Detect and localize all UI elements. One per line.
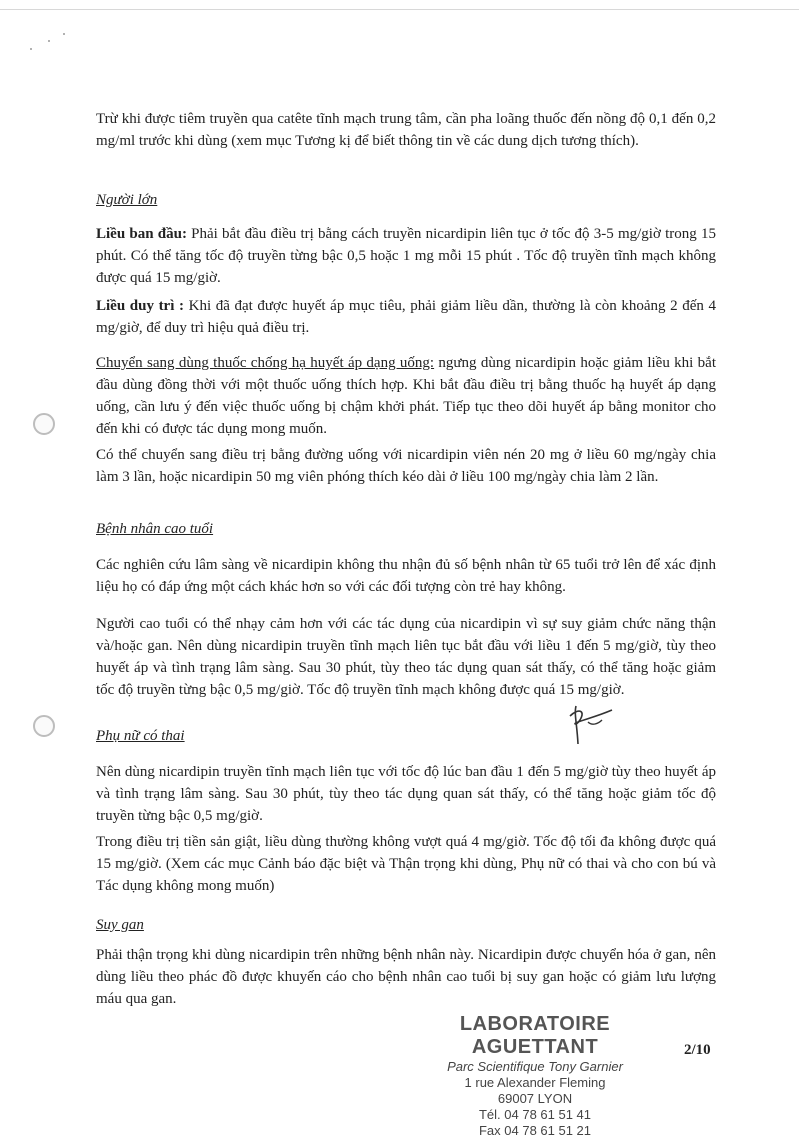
oral-conversion-paragraph: Có thể chuyển sang điều trị bằng đường uống với nicardipin viên nén 20 mg ở liều 60 mg/ngày chia làm 3 lần, hoặc nicardipin 50 mg viên phóng thích kéo dài ở liều 100 mg/ngày chia làm 2 lần. <box>96 447 716 485</box>
maintenance-dose-label: Liều duy trì : <box>96 298 184 314</box>
stamp-line-fax: Fax 04 78 61 51 21 <box>478 1123 592 1138</box>
stamp-brand: LABORATOIRE AGUETTANT <box>459 1013 611 1058</box>
company-stamp <box>405 1013 665 1139</box>
maintenance-dose-text: Khi đã đạt được huyết áp mục tiêu, phải giảm liều dần, thường là còn khoảng 2 đến 4 mg/giờ, để duy trì hiệu quả điều trị. <box>96 298 716 336</box>
elderly-paragraph-1: Các nghiên cứu lâm sàng về nicardipin không thu nhận đủ số bệnh nhân từ 65 tuổi trở lên để xác định liệu họ có đáp ứng một cách khác hơn so với các đối tượng còn trẻ hay không. <box>96 557 716 595</box>
pregnant-paragraph-2: Trong điều trị tiền sản giật, liều dùng thường không vượt quá 4 mg/giờ. Tốc độ tối đa không được quá 15 mg/giờ. (Xem các mục Cảnh báo đặc biệt và Thận trọng khi dùng, Phụ nữ có thai và cho con bú và Tác dụng không mong muốn) <box>96 834 716 894</box>
section-heading-pregnant: Phụ nữ có thai <box>96 728 185 744</box>
switch-oral-paragraph <box>96 352 716 440</box>
scan-speck <box>30 48 32 50</box>
liver-paragraph: Phải thận trọng khi dùng nicardipin trên những bệnh nhân này. Nicardipin được chuyển hóa ở gan, nên dùng liều theo phác đồ được khuyến cáo cho bệnh nhân cao tuổi bị suy gan hoặc có giảm lưu lượng máu qua gan. <box>96 947 716 1007</box>
handwritten-initials-signature <box>568 704 618 746</box>
elderly-paragraph-2: Người cao tuổi có thể nhạy cảm hơn với các tác dụng của nicardipin vì sự suy giảm chức năng thận và/hoặc gan. Nên dùng nicardipin truyền tĩnh mạch liên tục bắt đầu với liều 1 đến 5 mg/giờ, tùy theo huyết áp và tình trạng lâm sàng. Sau 30 phút, tùy theo tác dụng quan sát thấy, có thể tăng hoặc giảm tốc độ truyền từng bậc 0,5 mg/giờ. Tốc độ truyền tĩnh mạch không được quá 15 mg/giờ. <box>96 616 716 698</box>
section-heading-liver: Suy gan <box>96 917 144 933</box>
initial-dose-text: Phải bắt đầu điều trị bằng cách truyền nicardipin liên tục ở tốc độ 3-5 mg/giờ trong 15 phút. Có thể tăng tốc độ truyền từng bậc 0,5 hoặc 1 mg mỗi 15 phút . Tốc độ truyền tĩnh mạch không được quá 15 mg/giờ. <box>96 226 716 286</box>
intro-paragraph: Trừ khi được tiêm truyền qua catête tĩnh mạch trung tâm, cần pha loãng thuốc đến nồng độ 0,1 đến 0,2 mg/ml trước khi dùng (xem mục Tương kị để biết thông tin về các dung dịch tương thích). <box>96 111 716 149</box>
section-heading-adults: Người lớn <box>96 192 158 208</box>
page-number: 2/10 <box>684 1042 711 1058</box>
initial-dose-paragraph <box>96 223 716 289</box>
switch-oral-label: Chuyển sang dùng thuốc chống hạ huyết áp dạng uống: <box>96 355 435 371</box>
switch-oral-text: ngưng dùng nicardipin hoặc giảm liều khi bắt đầu dùng đồng thời với một thuốc uống thích hợp. Khi bắt đầu điều trị bằng thuốc hạ huyết áp dạng uống, cần lưu ý đến việc thuốc uống bị chậm khởi phát. Tiếp tục theo dõi huyết áp bằng monitor cho đến khi có được tác dụng mong muốn. <box>96 355 716 437</box>
initial-dose-label: Liều ban đầu: <box>96 226 187 242</box>
pregnant-paragraph-1: Nên dùng nicardipin truyền tĩnh mạch liên tục với tốc độ lúc ban đầu 1 đến 5 mg/giờ tùy theo huyết áp và tình trạng lâm sàng. Sau 30 phút, tùy theo tác dụng quan sát thấy, có thể tăng hoặc giảm tốc độ truyền từng bậc 0,5 mg/giờ. <box>96 764 716 824</box>
stamp-line-city: 69007 LYON <box>497 1091 573 1106</box>
scan-speck <box>63 33 65 35</box>
scan-speck <box>48 40 50 42</box>
punch-hole <box>33 715 55 737</box>
stamp-line-street: 1 rue Alexander Fleming <box>464 1075 606 1090</box>
top-border-line <box>0 9 799 10</box>
section-heading-elderly: Bệnh nhân cao tuổi <box>96 521 214 537</box>
punch-hole <box>33 413 55 435</box>
maintenance-dose-paragraph <box>96 295 716 339</box>
stamp-line-tel: Tél. 04 78 61 51 41 <box>478 1107 592 1122</box>
stamp-line-park: Parc Scientifique Tony Garnier <box>447 1059 623 1074</box>
